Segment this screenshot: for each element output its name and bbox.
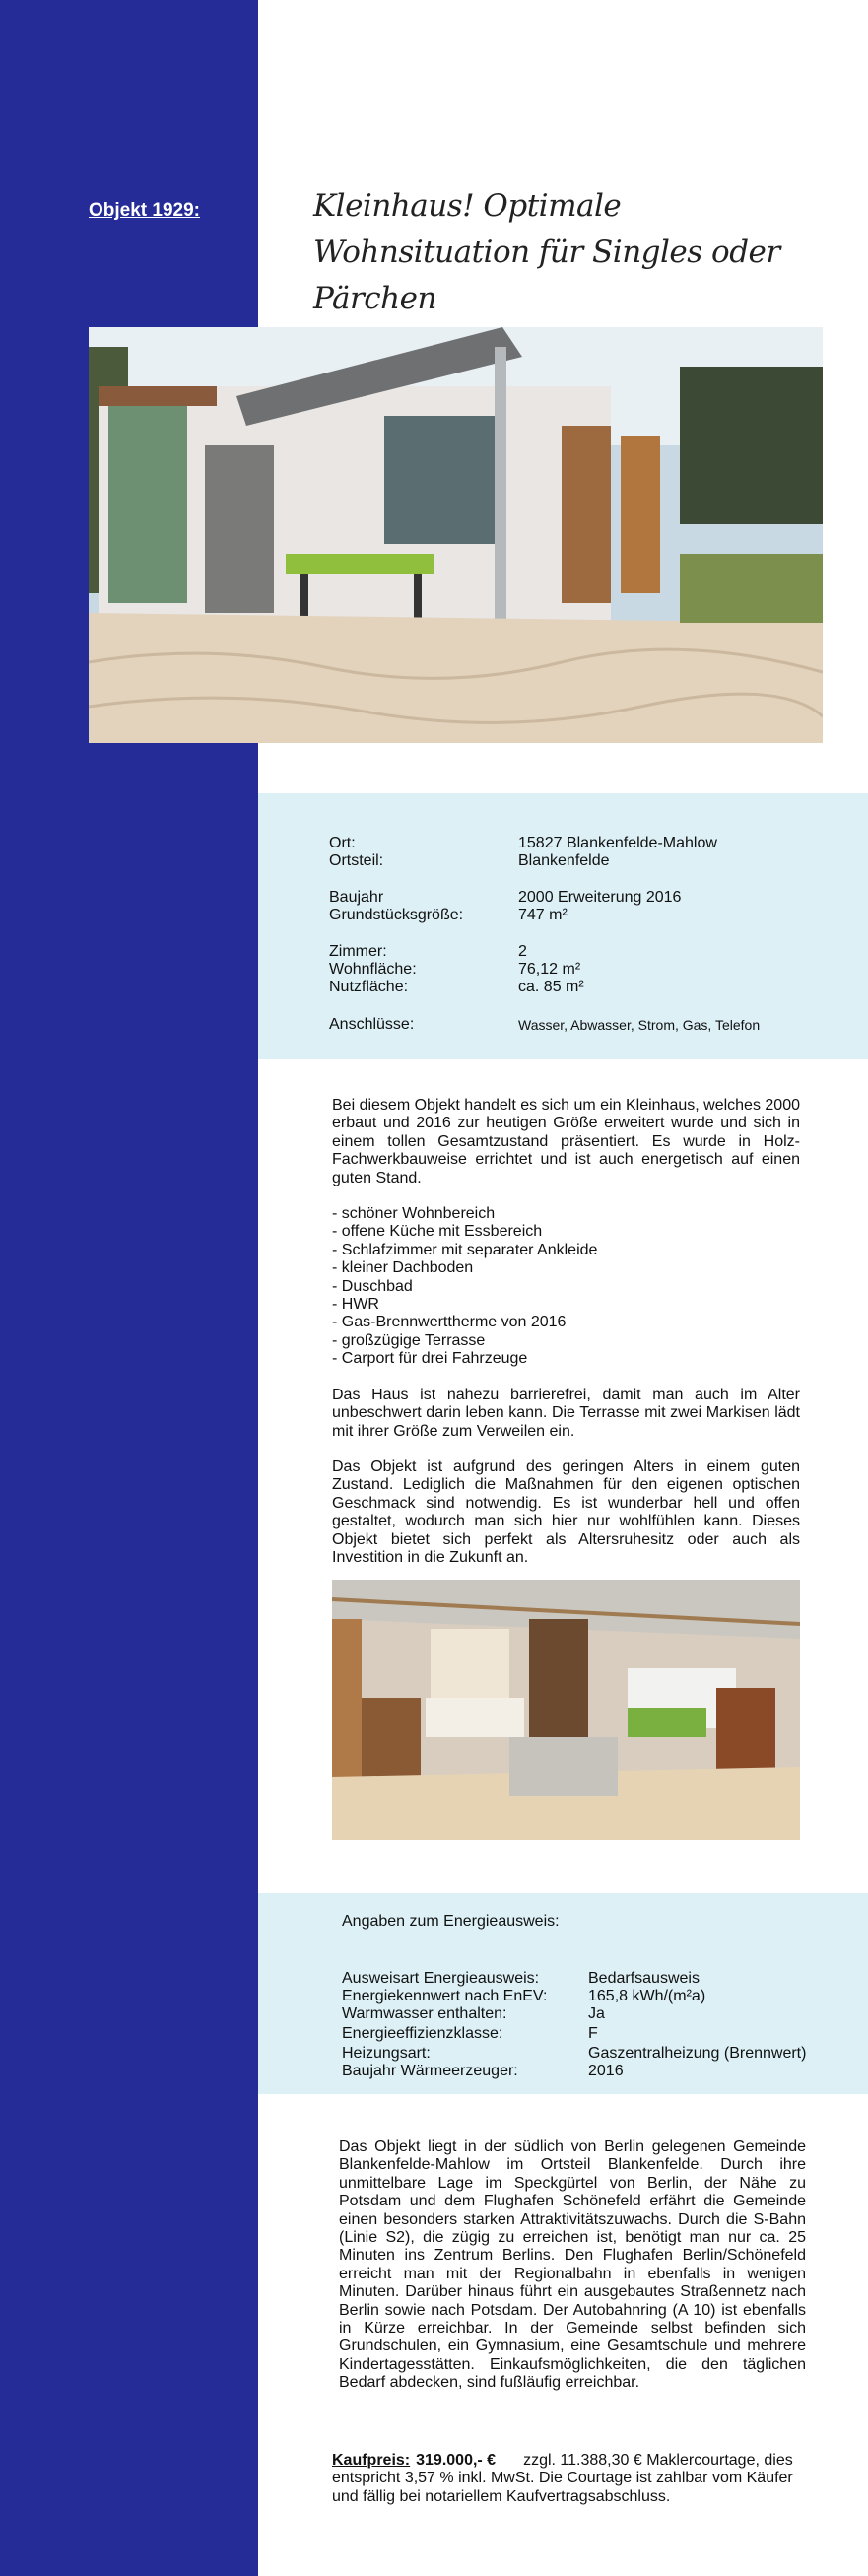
energy-value-klasse: F: [588, 2025, 598, 2042]
property-description: [332, 1097, 800, 1585]
energy-title: Angaben zum Energieausweis:: [342, 1913, 560, 1930]
page-title: Kleinhaus! Optimale Wohnsituation für Singles oder Pärchen: [313, 188, 780, 316]
list-item: - Carport für drei Fahrzeuge: [332, 1350, 528, 1368]
energy-value-kennwert: 165,8 kWh/(m²a): [588, 1988, 706, 2004]
description-condition: Das Objekt ist aufgrund des geringen Alters in einem guten Zustand. Lediglich die Maßnahmen für den eigenen optischen Geschmack sind notwendig. Es ist wunderbar hell und offen gestaltet, wodurch man sich hier nur wohlfühlen kann. Dieses Objekt bietet sich perfekt als Altersruhesitz oder auch als Investition in die Zukunft an.: [332, 1457, 800, 1566]
fact-value-grundstueck: 747 m²: [518, 907, 568, 923]
fact-label-anschluesse: Anschlüsse:: [329, 1016, 415, 1033]
energy-value-warmwasser: Ja: [588, 2005, 605, 2022]
fact-label-grundstueck: Grundstücksgröße:: [329, 907, 464, 923]
fact-value-zimmer: 2: [518, 943, 527, 960]
description-accessibility: Das Haus ist nahezu barrierefrei, damit man auch im Alter unbeschwert darin leben kann. Die Terrasse mit zwei Markisen lädt mit ihrer Größe zum Verweilen ein.: [332, 1386, 800, 1440]
objekt-number: Objekt 1929:: [89, 200, 200, 221]
energy-value-ausweisart: Bedarfsausweis: [588, 1970, 700, 1987]
list-item: - Schlafzimmer mit separater Ankleide: [332, 1241, 598, 1258]
fact-label-ort: Ort:: [329, 835, 356, 851]
energy-label-kennwert: Energiekennwert nach EnEV:: [342, 1988, 548, 2004]
interior-kitchen-image: [332, 1580, 800, 1840]
energy-label-warmwasser: Warmwasser enthalten:: [342, 2005, 507, 2022]
list-item: - HWR: [332, 1296, 379, 1314]
fact-value-ortsteil: Blankenfelde: [518, 852, 610, 869]
price-commission-note: zzgl. 11.388,30 € Maklercourtage, dies entspricht 3,57 % inkl. MwSt. Die Courtage ist zahlbar vom Käufer und fällig bei notariellem Kaufvertragsabschluss.: [332, 2452, 793, 2505]
fact-label-wohnflaeche: Wohnfläche:: [329, 961, 417, 978]
list-item: - großzügige Terrasse: [332, 1331, 486, 1349]
fact-label-ortsteil: Ortsteil:: [329, 852, 384, 869]
list-item: - Duschbad: [332, 1277, 413, 1295]
energy-certificate-panel: [258, 1893, 868, 2094]
energy-value-waermeerzeuger: 2016: [588, 2063, 624, 2079]
fact-value-wohnflaeche: 76,12 m²: [518, 961, 581, 978]
fact-label-zimmer: Zimmer:: [329, 943, 387, 960]
fact-label-baujahr: Baujahr: [329, 889, 384, 906]
description-intro: Bei diesem Objekt handelt es sich um ein Kleinhaus, welches 2000 erbaut und 2016 zur heutigen Größe erweitert wurde und sich in einem tollen Gesamtzustand präsentiert. Es wurde in Holz-Fachwerkbauweise errichtet und ist auch energetisch auf einen guten Stand.: [332, 1097, 800, 1186]
list-item: - Gas-Brennwerttherme von 2016: [332, 1314, 567, 1331]
fact-value-nutzflaeche: ca. 85 m²: [518, 979, 584, 995]
feature-list: [332, 1205, 800, 1369]
energy-label-ausweisart: Ausweisart Energieausweis:: [342, 1970, 540, 1987]
price-section: [332, 2452, 803, 2506]
list-item: - kleiner Dachboden: [332, 1259, 474, 1277]
fact-label-nutzflaeche: Nutzfläche:: [329, 979, 409, 995]
fact-value-anschluesse: Wasser, Abwasser, Strom, Gas, Telefon: [518, 1017, 761, 1033]
fact-value-ort: 15827 Blankenfelde-Mahlow: [518, 835, 717, 851]
energy-label-waermeerzeuger: Baujahr Wärmeerzeuger:: [342, 2063, 518, 2079]
list-item: - offene Küche mit Essbereich: [332, 1223, 543, 1241]
list-item: - schöner Wohnbereich: [332, 1205, 496, 1223]
location-description: Das Objekt liegt in der südlich von Berlin gelegenen Gemeinde Blankenfelde-Mahlow im Ortsteil Blankenfelde. Durch ihre unmittelbare Lage im Speckgürtel von Berlin, der Nähe zu Potsdam und dem Flughafen Schönefeld erfährt die Gemeinde einen besonders starken Attraktivitätszuwachs. Durch die S-Bahn (Linie S2), die zügig zu erreichen ist, benötigt man nur ca. 25 Minuten ins Zentrum Berlins. Den Flughafen Berlin/Schönefeld erreicht man mit der Regionalbahn in ebenfalls in wenigen Minuten. Darüber hinaus führt ein ausgebautes Straßennetz nach Berlin sowie nach Potsdam. Der Autobahnring (A 10) ist ebenfalls in Kürze erreichbar. In der Gemeinde selbst befinden sich Grundschulen, ein Gymnasium, eine Gesamtschule und mehrere Kindertagesstätten. Einkaufsmöglichkeiten, die den täglichen Bedarf abdecken, sind fußläufig erreichbar.: [339, 2138, 806, 2392]
house-exterior-photo: [89, 327, 823, 743]
property-facts-panel: [258, 793, 868, 1059]
fact-value-baujahr: 2000 Erweiterung 2016: [518, 889, 682, 906]
price-label: Kaufpreis:: [332, 2452, 411, 2469]
energy-label-klasse: Energieeffizienzklasse:: [342, 2025, 503, 2042]
energy-value-heizungsart: Gaszentralheizung (Brennwert): [588, 2045, 807, 2062]
energy-label-heizungsart: Heizungsart:: [342, 2045, 431, 2062]
house-exterior-image: [89, 327, 823, 743]
price-amount: 319.000,- €: [416, 2452, 497, 2469]
interior-kitchen-photo: [332, 1580, 800, 1840]
